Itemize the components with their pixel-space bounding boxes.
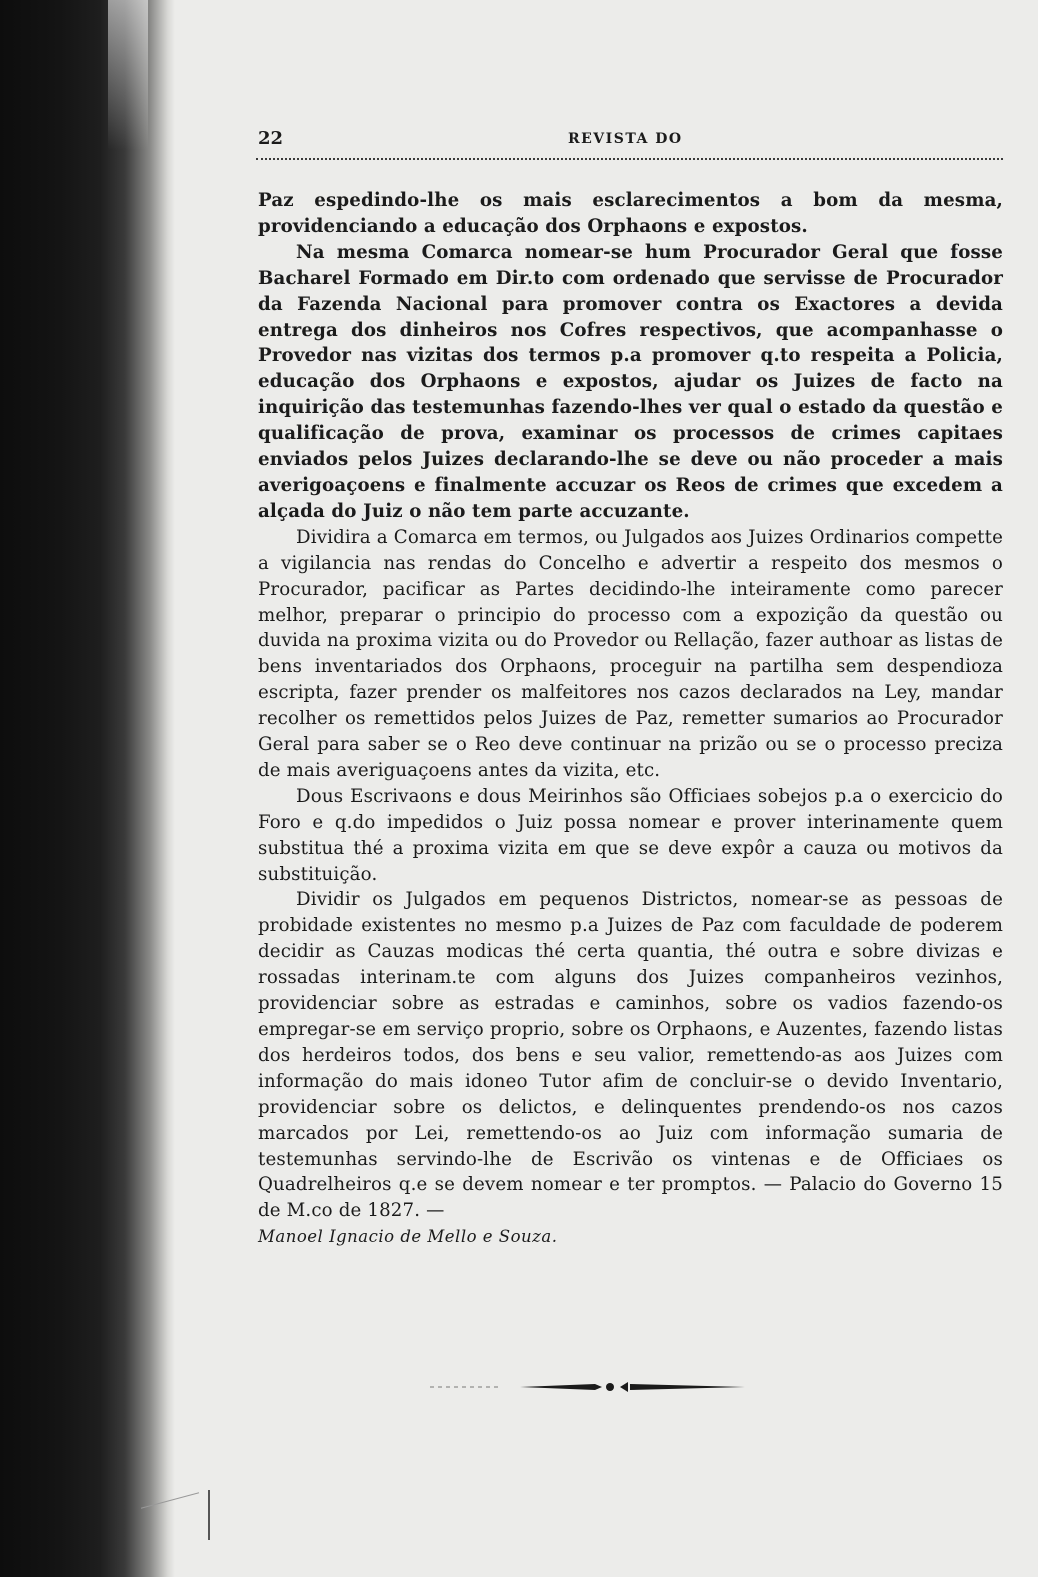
body-text xyxy=(258,188,1003,1250)
paragraph: Dividir os Julgados em pequenos Districtos, nomear-se as pessoas de probidade existentes no mesmo p.a Juizes de Paz com faculdade de poderem decidir as Cauzas modicas thé certa quantia, thé outra e sobre divizas e rossadas interinam.te com alguns dos Juizes companheiros vezinhos, providenciar sobre as estradas e caminhos, sobre os vadios fazendo-os empregar-se em serviço proprio, sobre os Orphaons, e Auzentes, fazendo listas dos herdeiros todos, dos bens e seu valior, remettendo-as aos Juizes com informação do mais idoneo Tutor afim de concluir-se o devido Inventario, providenciar sobre os delictos, e delinquentes prendendo-os nos cazos marcados por Lei, remettendo-os ao Juiz com informação sumaria de testemunhas servindo-lhe de Escrivão os vintenas e de Officiaes os Quadrelheiros q.e se devem nomear e ter promptos. — Palacio do Governo 15 de M.co de 1827. — xyxy=(258,889,1003,1222)
header-rule xyxy=(256,158,1003,160)
page-header xyxy=(258,128,1003,158)
end-ornament xyxy=(430,1377,760,1397)
paragraph: Dividira a Comarca em termos, ou Julgados aos Juizes Ordinarios compette a vigilancia nas rendas do Concelho e advertir a respeito dos mesmos o Procurador, pacificar as Partes decidindo-lhe inteiramente como parecer melhor, preparar o principio do processo com a expozição da questão ou duvida na proxima vizita ou do Provedor ou Rellação, fazer authoar as listas de bens inventariados dos Orphaons, proceguir na partilha sem despendioza escripta, fazer prender os malfeitores nos cazos declarados na Ley, mandar recolher os remettidos pelos Juizes de Paz, remetter sumarios ao Procurador Geral para saber se o Reo deve continuar na prizão ou se o processo preciza de mais averiguaçoens antes da vizita, etc. xyxy=(258,526,1003,781)
paragraph: Na mesma Comarca nomear-se hum Procurador Geral que fosse Bacharel Formado em Dir.to com ordenado que servisse de Procurador da Fazenda Nacional para promover contra os Exactores a devida entrega dos dinheiros nos Cofres respectivos, que acompanhasse o Provedor nas vizitas dos termos p.a promover q.to respeita a Policia, educação dos Orphaons e expostos, ajudar os Juizes de facto na inquirição das testemunhas fazendo-lhes ver qual o estado da questão e qualificação de prova, examinar os processos de crimes capitaes enviados pelos Juizes declarando-lhe se deve ou não proceder a mais averigoaçoens e finalmente accuzar os Reos de crimes que excedem a alçada do Juiz o não tem parte accuzante. xyxy=(258,241,1003,522)
paragraph: Paz espedindo-lhe os mais esclarecimentos a bom da mesma, providenciando a educação dos Orphaons e expostos. xyxy=(258,190,1003,237)
paragraph: Dous Escrivaons e dous Meirinhos são Officiaes sobejos p.a o exercicio do Foro e q.do impedidos o Juiz possa nomear e prover interinamente quem substitua thé a proxima vizita em que se deve expôr a cauza ou motivos da substituição. xyxy=(258,785,1003,885)
book-binding-edge xyxy=(0,0,175,1577)
signature: Manoel Ignacio de Mello e Souza. xyxy=(258,1227,558,1247)
page-number: 22 xyxy=(258,128,284,149)
margin-mark xyxy=(208,1490,210,1540)
running-title: REVISTA DO xyxy=(568,131,683,147)
page xyxy=(258,128,1003,1250)
